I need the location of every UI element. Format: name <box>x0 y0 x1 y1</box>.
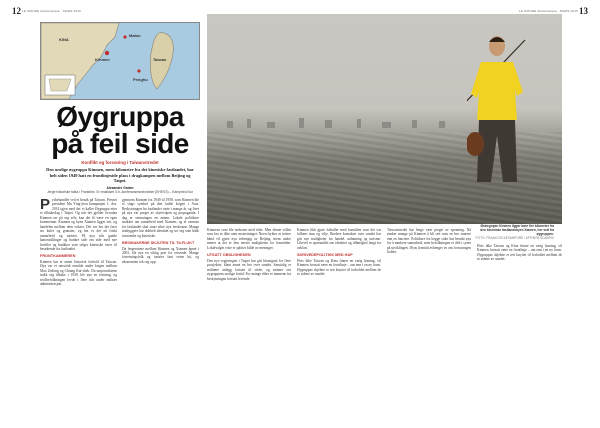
map-label-taiwan: Taiwan <box>153 57 167 62</box>
column-2 <box>122 198 199 420</box>
penghu-marker <box>137 69 140 72</box>
column-6-text: Hvis ikke Taiwan og Kina finner en varig løsning, vil Kinmen fortsatt være en frontlinje – om enn i en ny form. Øygruppas skjebne er tett knyttet til forholdet mellom de to sidene av sundet. <box>477 244 562 262</box>
map-shapes <box>41 23 199 99</box>
column-4-subhead: SKRIVEDEPOLITIKK MED HAP <box>297 253 353 258</box>
photo-caption <box>474 224 554 240</box>
article-kicker: Konflikt og forsoning i Taiwanstredet <box>81 160 159 165</box>
region-map <box>40 22 200 100</box>
column-4-text-b: Hvis ikke Taiwan og Kina finner en varig løsning, vil Kinmen fortsatt være en frontlinje – om enn i en ny form. Øygruppas skjebne er tett knyttet til forholdet mellom de to sidene av sundet. <box>297 258 381 277</box>
photo-caption-text: Østregnpen Kinmen ligger bare fire kilometer fra den kinesiske fastlandsbyen Xiamen, her sett fra øygruppen. <box>480 224 554 236</box>
article-photo <box>207 14 562 224</box>
column-2-text: gjennom Kinmen fra 1949 til 1958, som Kinmen ble et slags symbol på den kalde krigen i Asia. Beskytningen fra fastlandet varte i mange år, og livet på øya var preget av skytevåpen og propaganda. I dag er stemningen en annen. Lokale politikere snakker om samarbeid med Xiamen, og et vannrør fra fastlandet skal snart sikre øya ferskvann. Mange innbyggere har dobbelt identitet og ser seg som både taiwanske og kinesiske. <box>122 198 199 238</box>
map-label-kinmen: Kinmen <box>95 57 110 62</box>
column-5 <box>387 228 471 420</box>
column-3-subhead: UTSATT OBSLIGHEDEN <box>207 253 251 258</box>
article-lead: Den urolige øygruppa Kinmen, noen kilometer fra det kinesiske fastlandet, har helt siden 1949 hatt en frontlinjeside plass i dragkampen mellom Beijing og Taipei. <box>46 167 194 184</box>
title-line-1: Øygruppa <box>56 101 184 132</box>
column-6 <box>477 244 562 420</box>
kinmen-marker <box>105 51 109 55</box>
column-2-text-b: Da fergerutene mellom Kinmen og Xiamen åpnet i 2001, ble øya en viktig port for reisende. Mange forretningsfolk og turister fant veien hit, og økonomien tok seg opp. <box>122 246 199 264</box>
column-4-text: Kinmen fikk gjøre fotballer med fasmilien som det var folkens sinn og vilje. Bredere kontakter over sundet har gitt nye muligheter for handel, utdanning og turisme. Likevel er spørsmålet om identitet og tilhørighet langt fra avklart. <box>297 228 381 250</box>
map-label-kina: KINA <box>59 37 69 42</box>
drop-cap: P <box>40 198 51 213</box>
column-1 <box>40 198 117 420</box>
column-3-text-b: Den nye regjeringen i Taipei har gitt klarsignal for flere prosjekter, blant annet en bro over sundet. Samtidig er militære anlegg fortsatt til stede, og minner om øygruppens urolige fortid. For mange eldre er minnene fra beskytningen fortsatt levende. <box>207 258 291 281</box>
column-2-subhead: BROMAKERNE SKJUTEN TIL TILFLUKT <box>122 241 195 246</box>
running-head-right: LE MONDE diplomatique · MARS 2015 <box>519 9 578 13</box>
byline-note: Jerge historiske fakta i Frankrike. Er redaktørt i Dr.-konferansesesfordiner (EHESS) – Kamphed-Nor <box>47 190 193 194</box>
photo-credit: FOTO: FRANCOIS KEVANPORE / AFP/NTB SCANPIX <box>475 236 554 240</box>
column-3-text: Kinmens svaz ble nedtonet med tider. Men denne rollen som bro er ikke uten motsetninger. Noen frykter at tettere bånd vil gjøre øya avhengig av Beijing, mens andre mener at det er den eneste muligheten for framtiden. Lokalvalget viste et splittet bilde av meninger. <box>207 228 291 250</box>
column-4 <box>297 228 381 420</box>
map-label-matsu: Matsu <box>129 33 141 38</box>
fisherman-figure <box>467 32 542 224</box>
column-3 <box>207 228 291 420</box>
running-head-left: LE MONDE diplomatique · MARS 2015 <box>22 9 81 13</box>
byline-author: Alexandre Gaden <box>106 186 134 190</box>
column-5-text: Taiwanstredet har lenge vært preget av spenning. Nå ønsker mange på Kinmen å bli sett som en bro snarere enn en barriere. Politikere fra begge sider har besøkt øya for å markere samarbeid, men befolkningen er delt i synet på utviklingen. Øyas framtid avhenger av om forsoningen holder. <box>387 228 471 255</box>
article-byline <box>40 186 200 194</box>
page-number-left: 12 <box>12 6 21 16</box>
column-1-text: ysbehandlet ved et besøk på Taiwan. Presset president Ma Ying-jeou kampanjen 1. des. 2014 igjen med det vi kaller Øygruppa etter et tilbakeslag i Taipei. Og når det gjelder hvordan Kinmen ser på seg selv, kan det få være en egen kommentar. Kinmen og byen Xiamen ligger tett, og handelen mellom dem vokser. Det var her det først sto kuler og granater, og her er det nå friskt samarbeid og turister. På øya står gamle kanonstillinger og bunkre side om side med nye hoteller og butikker som selger kinesiske varer til besøkende fra fastlandet. <box>40 198 117 251</box>
matsu-marker <box>123 35 126 38</box>
column-1-text-b: Kinmen har et annet historisk forhold til Taiwan. Øya var et omstridt område under krigen mellom Mao Zedong og Chiang Kai-shek. Da nasjonalistene trakk seg tilbake i 1949, ble øya en festning, og sivilbefolkningen levde i flere tiår under militær administrasjon. <box>40 259 117 287</box>
title-line-2: på feil side <box>51 128 189 159</box>
column-1-subhead: FRONTKAMMEREN <box>40 254 76 259</box>
article-title <box>40 103 200 157</box>
page-number-right: 13 <box>579 6 588 16</box>
map-label-penghu: Penghu <box>133 77 148 82</box>
